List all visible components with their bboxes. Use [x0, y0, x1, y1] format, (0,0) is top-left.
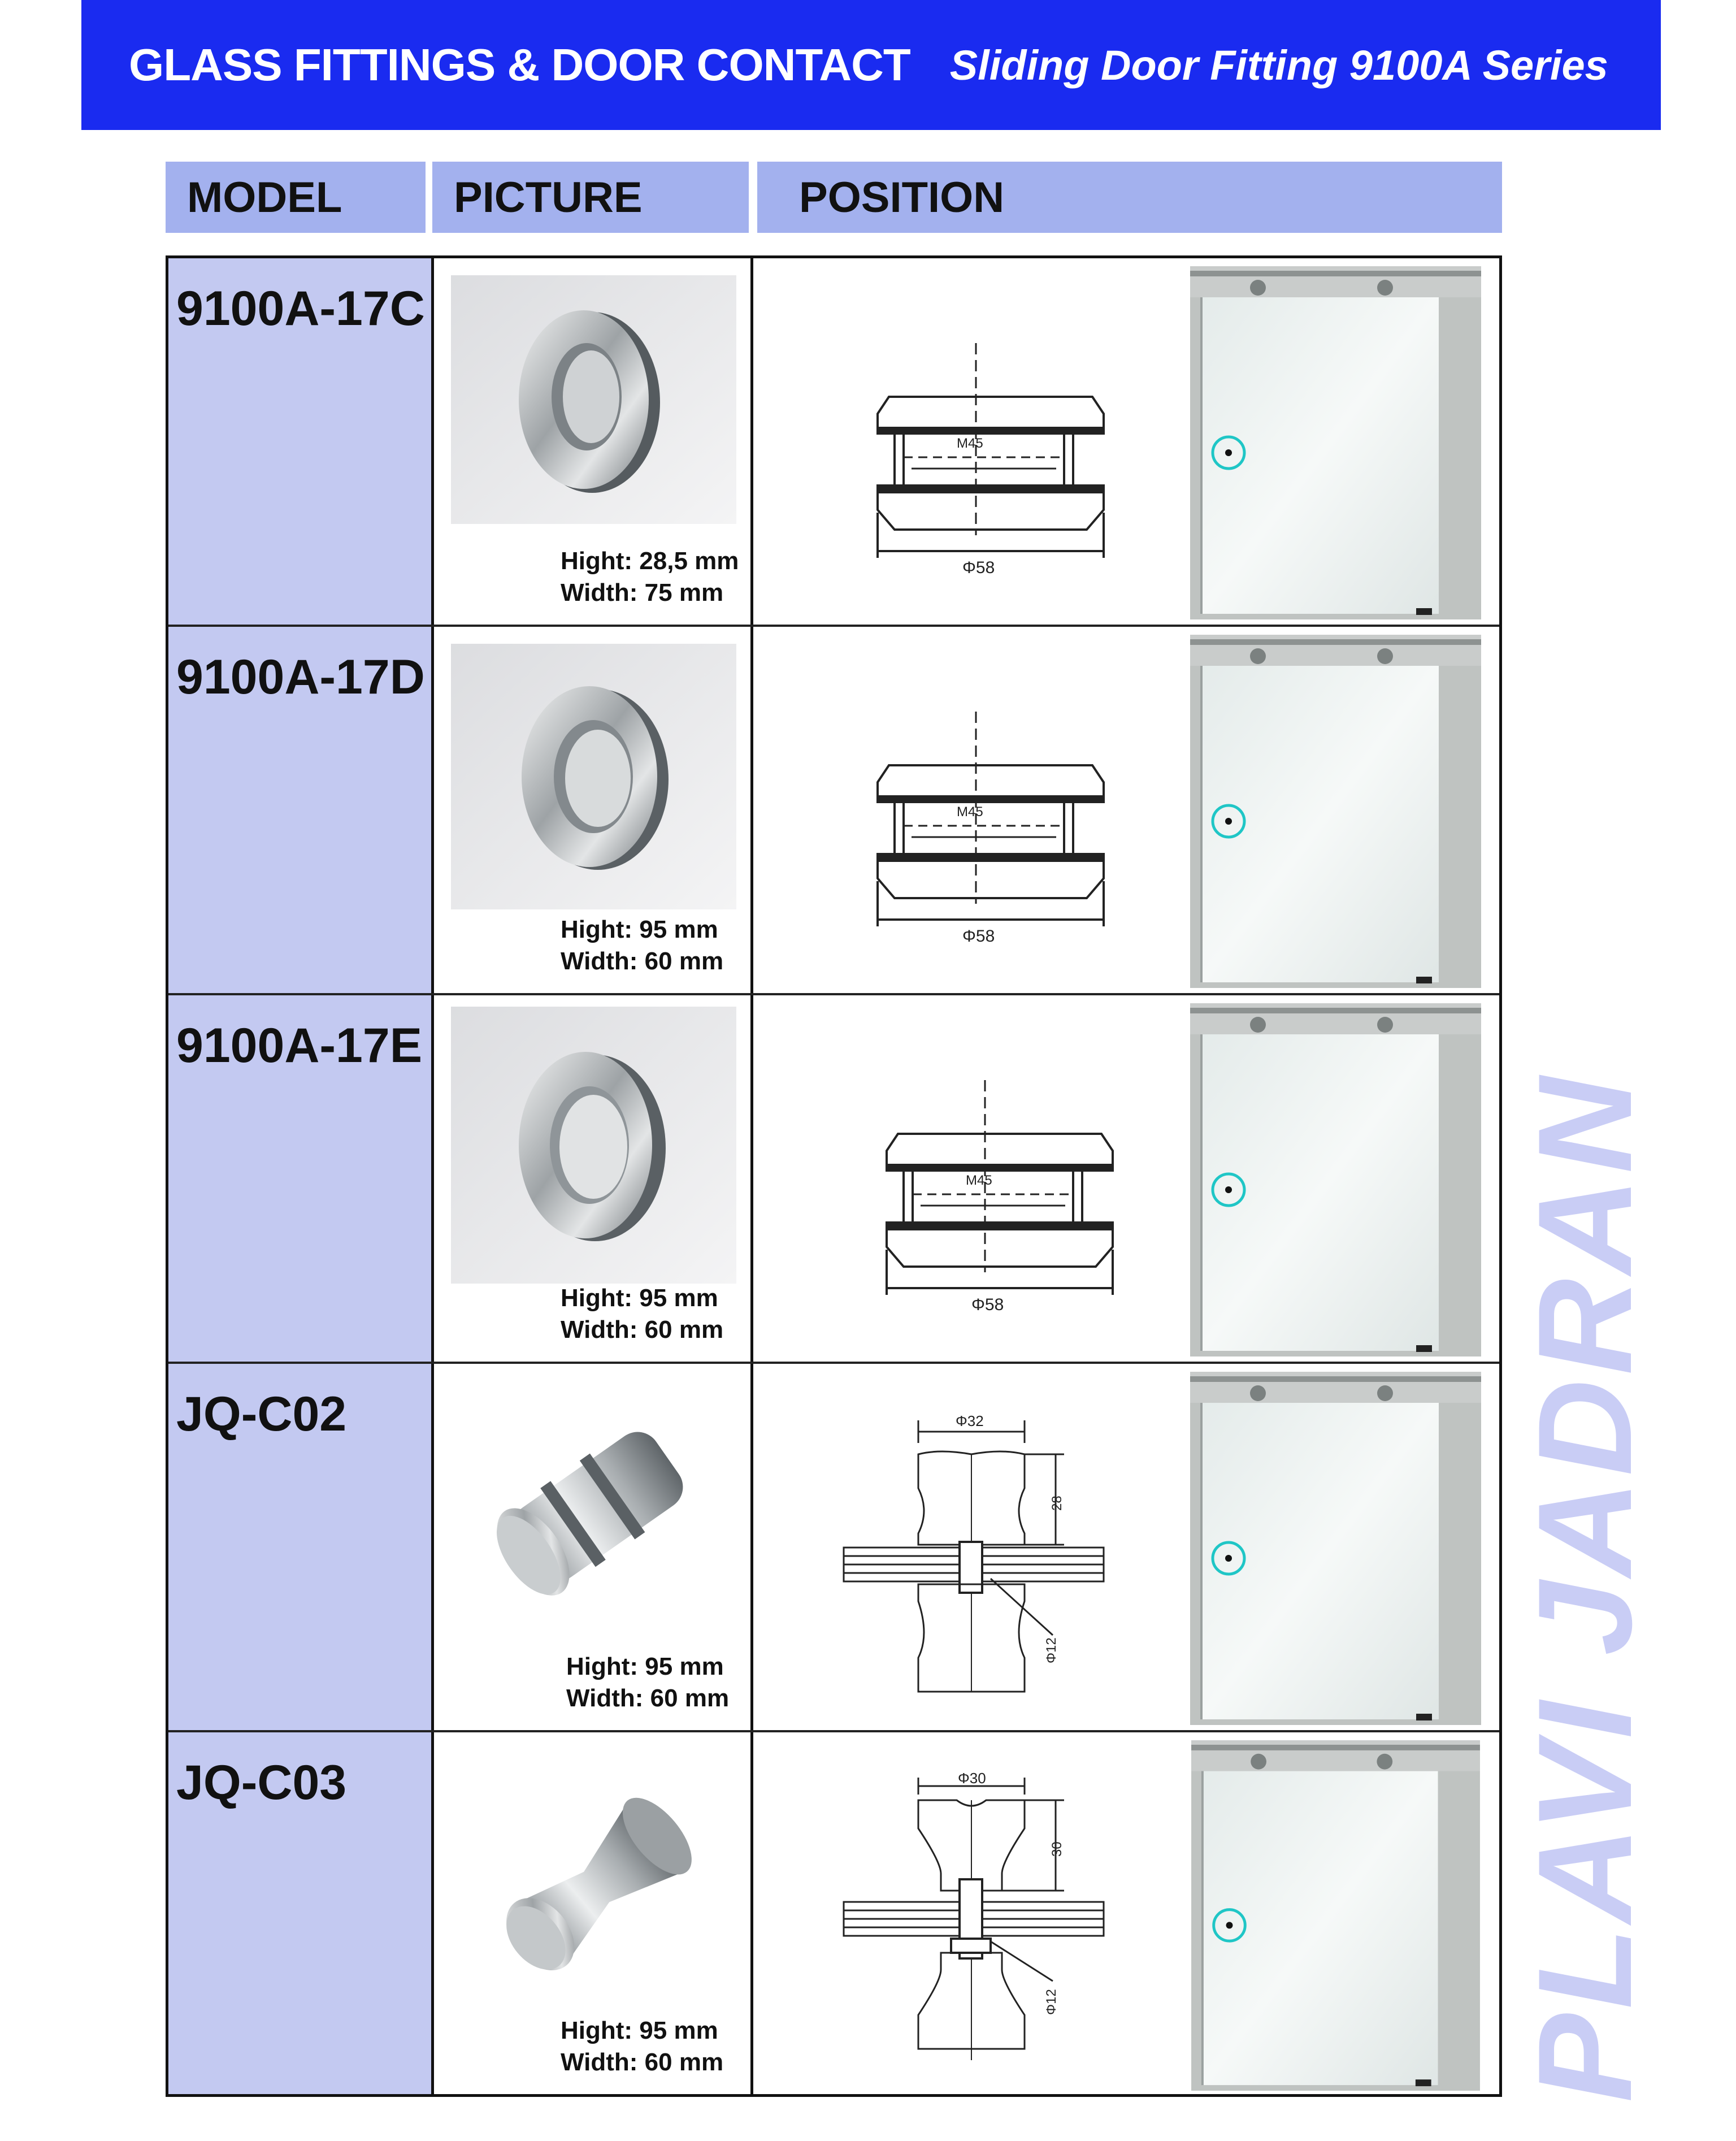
picture-cell	[434, 1732, 753, 2094]
picture-cell	[434, 995, 753, 1362]
model-cell	[168, 627, 434, 993]
bolt-diameter-label: Φ12	[1044, 1637, 1059, 1663]
top-diameter-label: Φ30	[958, 1770, 986, 1787]
watermark: PLAVI JADRAN	[1511, 1072, 1660, 2103]
handle-photo	[451, 1766, 736, 2015]
dimensions	[566, 1651, 729, 1714]
header-banner	[81, 0, 1661, 130]
picture-cell	[434, 258, 753, 625]
table-row	[168, 258, 1499, 627]
page-subtitle: Sliding Door Fitting 9100A Series	[949, 41, 1608, 89]
width-spec: Width: 60 mm	[561, 947, 724, 975]
width-spec: Width: 60 mm	[561, 2048, 724, 2076]
width-spec: Width: 75 mm	[561, 579, 724, 606]
model-cell	[168, 258, 434, 625]
height-spec: Hight: 95 mm	[566, 1653, 724, 1680]
width-spec: Width: 60 mm	[566, 1684, 730, 1712]
position-cell	[753, 1364, 1499, 1730]
model-cell	[168, 995, 434, 1362]
table-row	[168, 995, 1499, 1364]
height-dim-label: 28	[1049, 1496, 1065, 1511]
model-code: 9100A-17E	[176, 1019, 423, 1073]
technical-drawing	[808, 1029, 1169, 1334]
column-header-picture: PICTURE	[432, 162, 749, 233]
technical-drawing	[798, 661, 1160, 966]
handle-photo	[451, 644, 736, 909]
height-dim-label: 30	[1049, 1841, 1065, 1857]
column-header-position: POSITION	[757, 162, 1502, 233]
bolt-diameter-label: Φ12	[1044, 1989, 1059, 2015]
position-cell	[753, 995, 1499, 1362]
height-spec: Hight: 95 mm	[561, 916, 718, 943]
product-table	[166, 255, 1502, 2097]
diameter-label: Φ58	[962, 927, 995, 946]
dimensions	[561, 914, 723, 977]
door-position-diagram	[1190, 1372, 1481, 1725]
diameter-label: Φ58	[962, 558, 995, 577]
height-spec: Hight: 95 mm	[561, 2017, 718, 2044]
position-cell	[753, 258, 1499, 625]
height-spec: Hight: 95 mm	[561, 1284, 718, 1312]
picture-cell	[434, 627, 753, 993]
model-code: JQ-C03	[176, 1756, 347, 1810]
model-code: 9100A-17D	[176, 650, 425, 704]
door-position-diagram	[1190, 1003, 1481, 1356]
diameter-label: Φ58	[971, 1295, 1004, 1314]
model-cell	[168, 1732, 434, 2094]
technical-drawing	[798, 1398, 1160, 1703]
position-cell	[753, 1732, 1499, 2094]
dimensions	[561, 2015, 723, 2078]
technical-drawing	[798, 1766, 1160, 2071]
door-position-diagram	[1190, 1740, 1481, 2091]
height-spec: Hight: 28,5 mm	[561, 547, 739, 575]
position-cell	[753, 627, 1499, 993]
dimensions	[561, 1282, 723, 1346]
model-cell	[168, 1364, 434, 1730]
width-spec: Width: 60 mm	[561, 1316, 724, 1343]
handle-photo	[451, 1007, 736, 1284]
thread-label: M45	[957, 436, 983, 451]
door-position-diagram	[1190, 635, 1481, 988]
column-header-model: MODEL	[166, 162, 426, 233]
top-diameter-label: Φ32	[956, 1412, 984, 1429]
page-title: GLASS FITTINGS & DOOR CONTACT	[129, 40, 910, 90]
picture-cell	[434, 1364, 753, 1730]
thread-label: M45	[957, 804, 983, 820]
thread-label: M45	[966, 1173, 992, 1188]
table-row	[168, 627, 1499, 995]
model-code: 9100A-17C	[176, 281, 425, 336]
model-code: JQ-C02	[176, 1387, 347, 1441]
dimensions	[561, 545, 739, 609]
handle-photo	[451, 275, 736, 524]
table-row	[168, 1732, 1499, 2094]
handle-photo	[451, 1403, 736, 1652]
table-row	[168, 1364, 1499, 1732]
door-position-diagram	[1190, 266, 1481, 619]
technical-drawing	[798, 292, 1160, 597]
